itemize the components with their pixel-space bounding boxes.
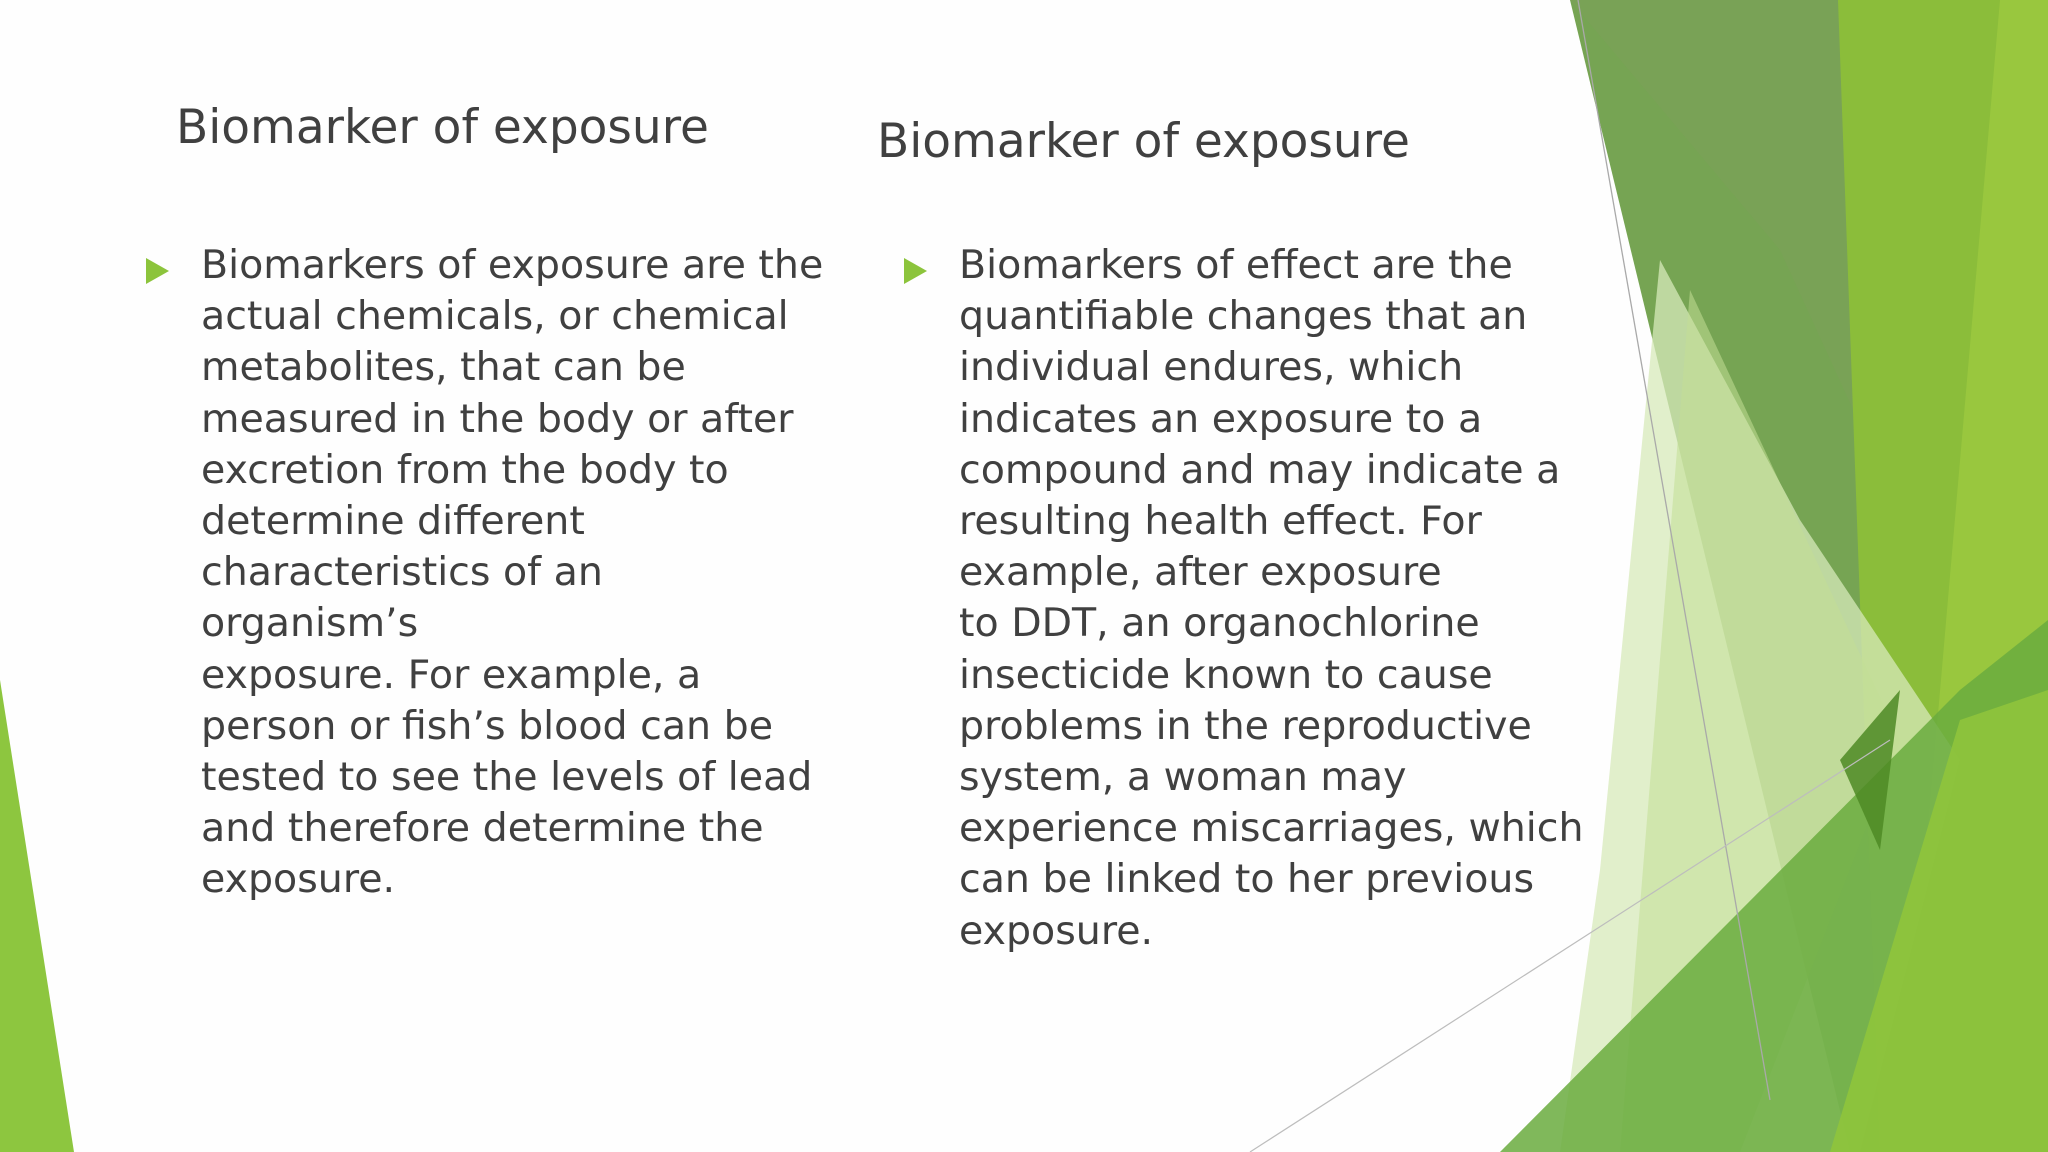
- left-title: Biomarker of exposure: [176, 100, 709, 155]
- bullet-text: Biomarkers of exposure are the actual chemicals, or chemical metabolites, that can be measured in the body or after excretion from the body to determine different characteristics of an organism’s exposure. For example, a person or fish’s blood can be tested to see the levels of lead and therefore determine the exposure.: [201, 242, 824, 903]
- right-content: [902, 240, 1602, 957]
- triangle-bullet-icon: [904, 258, 927, 284]
- bullet-text: Biomarkers of effect are the quantifiable changes that an individual endures, which indicates an exposure to a compound and may indicate a resulting health effect. For example, after exposure to DDT, an organochlorine insecticide known to cause problems in the reproductive system, a woman may experience miscarriages, which can be linked to her previous exposure.: [959, 242, 1584, 954]
- bullet-item: [144, 240, 824, 906]
- left-content: [144, 240, 824, 906]
- right-title: Biomarker of exposure: [877, 114, 1410, 169]
- bullet-item: [902, 240, 1602, 957]
- triangle-bullet-icon: [146, 258, 169, 284]
